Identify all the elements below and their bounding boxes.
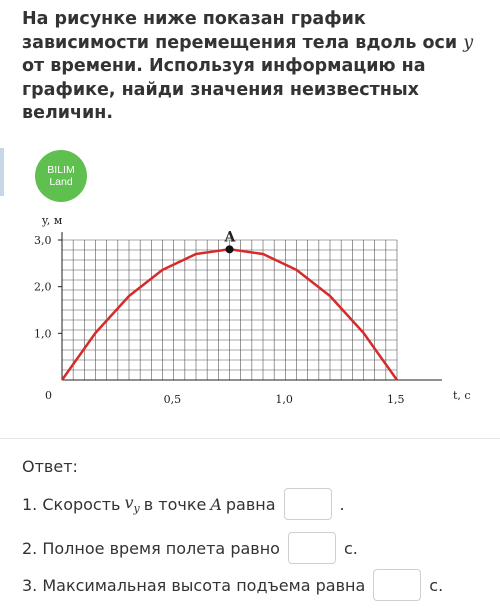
logo-line-1: BILIM xyxy=(47,164,75,176)
row2-after: с. xyxy=(343,538,358,558)
x-tick-label: 0,5 xyxy=(163,393,182,406)
row1-velocity-subscript: y xyxy=(133,502,140,516)
answer-title: Ответ: xyxy=(22,457,78,476)
y-axis-label: y, м xyxy=(42,214,63,227)
row1-point-symbol: A xyxy=(210,494,222,514)
logo-line-2: Land xyxy=(49,176,73,188)
row2-prefix: 2. Полное время полета равно xyxy=(22,538,280,558)
answer-row-velocity xyxy=(22,488,345,520)
bilimland-logo xyxy=(35,150,87,202)
point-a-marker xyxy=(226,245,234,253)
velocity-answer-input[interactable] xyxy=(284,488,332,520)
row1-prefix: 1. Скорость xyxy=(22,494,121,514)
row1-velocity-letter: v xyxy=(124,492,134,512)
origin-label: 0 xyxy=(45,389,52,402)
y-tick-label: 1,0 xyxy=(34,327,52,341)
question-axis-variable: y xyxy=(463,32,474,53)
question-text-before: На рисунке ниже показан график зависимости перемещения тела вдоль оси xyxy=(22,9,458,53)
row1-after: . xyxy=(339,494,345,514)
x-axis-label: t, c xyxy=(453,389,471,402)
question-text-after: от времени. Используя информацию на графике, найди значения неизвестных величин. xyxy=(22,56,426,123)
displacement-time-graph xyxy=(0,205,500,415)
point-a-label: A xyxy=(224,229,236,246)
row3-after: с. xyxy=(429,575,444,595)
left-accent-bar xyxy=(0,148,4,196)
y-tick-label: 2,0 xyxy=(34,280,52,294)
x-tick-label: 1,5 xyxy=(387,393,405,406)
time-answer-input[interactable] xyxy=(288,532,336,564)
graph-grid xyxy=(62,240,397,380)
y-tick-label: 3,0 xyxy=(34,234,52,247)
row3-prefix: 3. Максимальная высота подъема равна xyxy=(22,575,366,595)
x-tick-label: 1,0 xyxy=(275,393,293,406)
row1-suffix: равна xyxy=(225,494,276,514)
question-text xyxy=(22,8,487,126)
section-divider xyxy=(0,438,500,439)
graph-axes xyxy=(58,232,442,380)
row1-middle: в точке xyxy=(143,494,207,514)
height-answer-input[interactable] xyxy=(373,569,421,601)
graph-svg xyxy=(0,205,500,415)
row1-velocity-symbol xyxy=(124,493,139,515)
answer-row-height xyxy=(22,569,443,601)
answer-row-time xyxy=(22,532,358,564)
